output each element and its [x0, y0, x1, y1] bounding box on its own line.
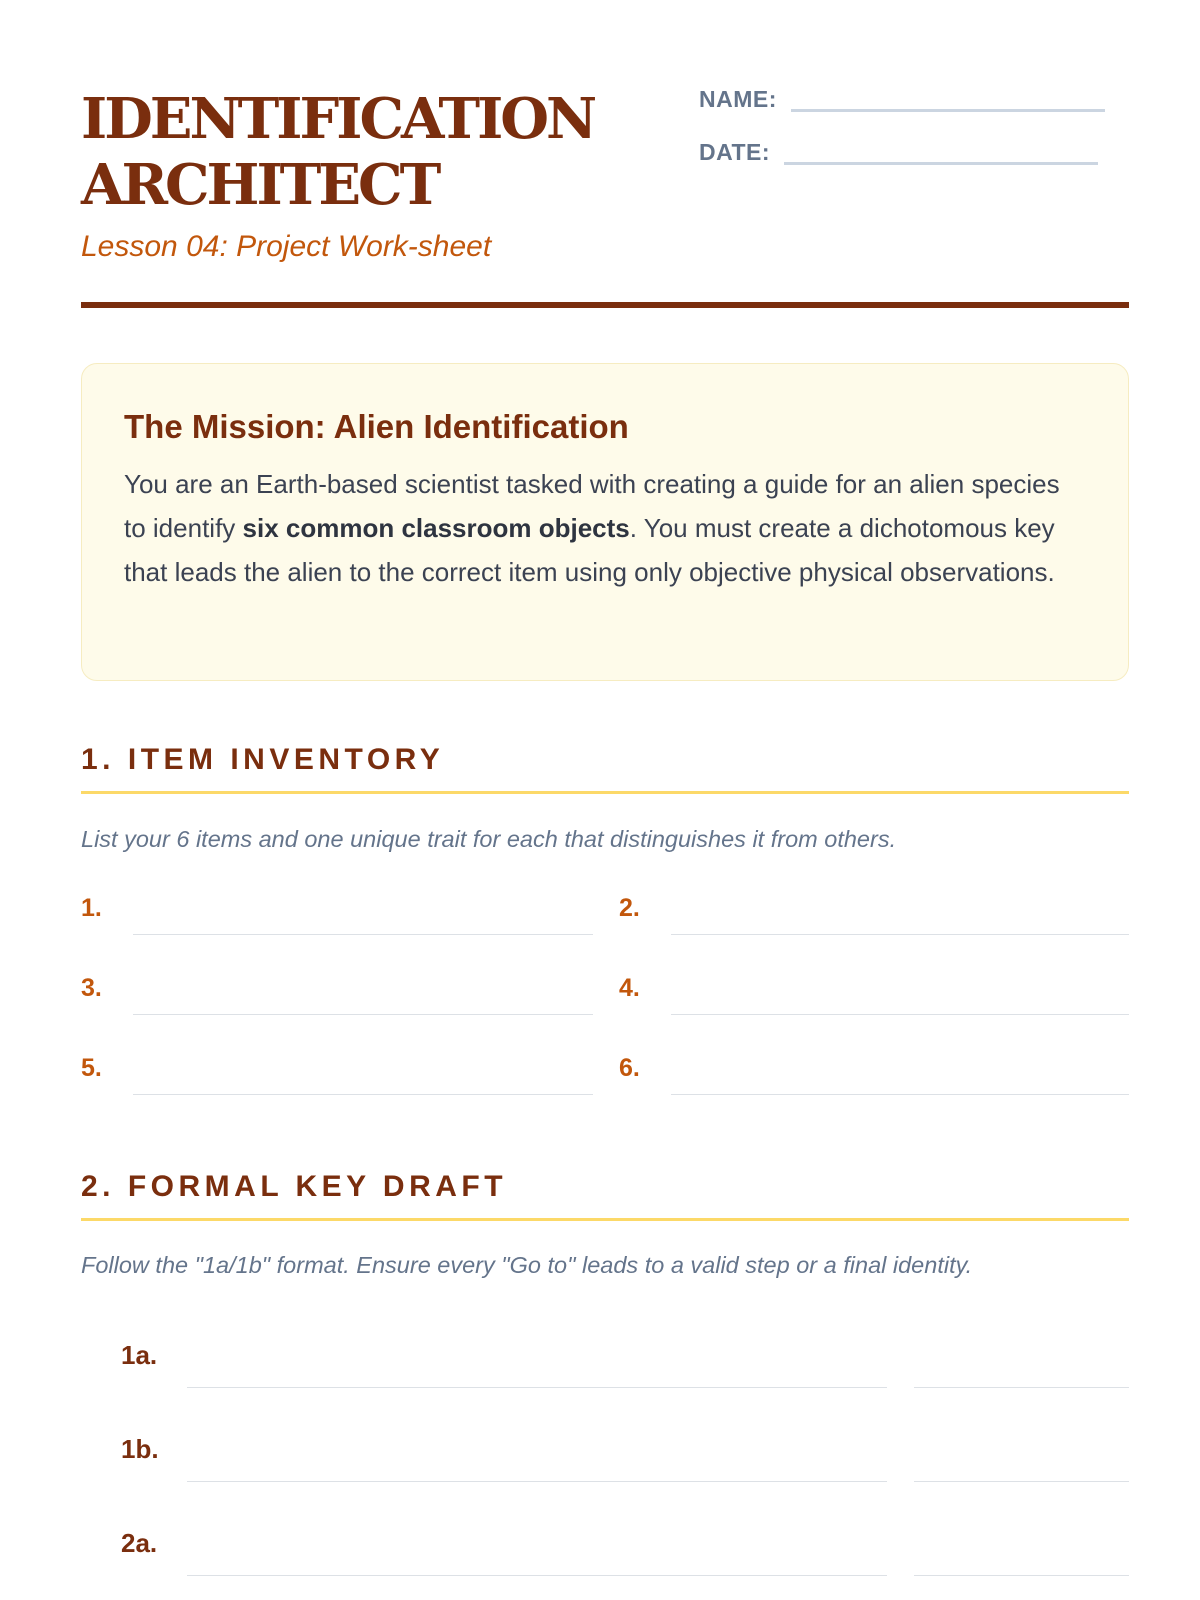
key-step-description-line-1b[interactable]	[187, 1481, 887, 1482]
inventory-item-number-4: 4.	[619, 974, 640, 1002]
mission-box	[81, 363, 1129, 681]
key-step-label-1a: 1a.	[121, 1340, 158, 1370]
key-step-goto-line-2a[interactable]	[914, 1575, 1129, 1576]
inventory-instruction: List your 6 items and one unique trait for each that distinguishes it from others.	[81, 826, 897, 852]
key-step-label-1b: 1b.	[121, 1434, 159, 1464]
key-step-goto-line-1a[interactable]	[914, 1387, 1129, 1388]
inventory-item-number-1: 1.	[81, 894, 102, 922]
mission-text-end: . You must create a dichotomous key that leads the alien to the correct item using only objective physical observations.	[124, 513, 1055, 587]
key-draft-heading: 2. FORMAL KEY DRAFT	[81, 1170, 508, 1203]
inventory-item-line-3[interactable]	[133, 1014, 593, 1015]
inventory-item-number-2: 2.	[619, 894, 640, 922]
name-field[interactable]	[699, 86, 1105, 113]
name-input-line[interactable]	[791, 109, 1105, 112]
inventory-heading: 1. ITEM INVENTORY	[81, 743, 445, 776]
date-field[interactable]	[699, 139, 1098, 166]
mission-text-start: You are an Earth-based scientist tasked with creating a guide for an alien species to identify	[124, 469, 1060, 543]
key-step-goto-line-1b[interactable]	[914, 1481, 1129, 1482]
header-divider	[81, 302, 1129, 308]
inventory-item-line-1[interactable]	[133, 934, 593, 935]
worksheet-title-line-1: IDENTIFICATION	[81, 86, 595, 152]
worksheet-title-line-2: ARCHITECT	[81, 152, 439, 218]
inventory-item-line-4[interactable]	[671, 1014, 1129, 1015]
mission-description	[124, 462, 1086, 594]
inventory-heading-rule	[81, 791, 1129, 794]
worksheet-page	[81, 0, 1129, 1600]
inventory-item-line-2[interactable]	[671, 934, 1129, 935]
date-input-line[interactable]	[784, 162, 1098, 165]
inventory-item-number-6: 6.	[619, 1054, 640, 1082]
inventory-item-number-5: 5.	[81, 1054, 102, 1082]
inventory-item-line-6[interactable]	[671, 1094, 1129, 1095]
key-draft-heading-rule	[81, 1218, 1129, 1221]
inventory-item-line-5[interactable]	[133, 1094, 593, 1095]
key-draft-instruction: Follow the "1a/1b" format. Ensure every "Go to" leads to a valid step or a final identity.	[81, 1252, 973, 1278]
inventory-item-number-3: 3.	[81, 974, 102, 1002]
key-step-label-2a: 2a.	[121, 1528, 158, 1558]
key-step-description-line-2a[interactable]	[187, 1575, 887, 1576]
mission-title: The Mission: Alien Identification	[124, 408, 629, 445]
mission-text-emphasis: six common classroom objects	[242, 513, 630, 543]
title-block	[81, 86, 701, 264]
key-step-description-line-1a[interactable]	[187, 1387, 887, 1388]
date-label: DATE:	[699, 139, 771, 165]
lesson-subtitle: Lesson 04: Project Work-sheet	[81, 230, 492, 263]
name-label: NAME:	[699, 86, 777, 112]
